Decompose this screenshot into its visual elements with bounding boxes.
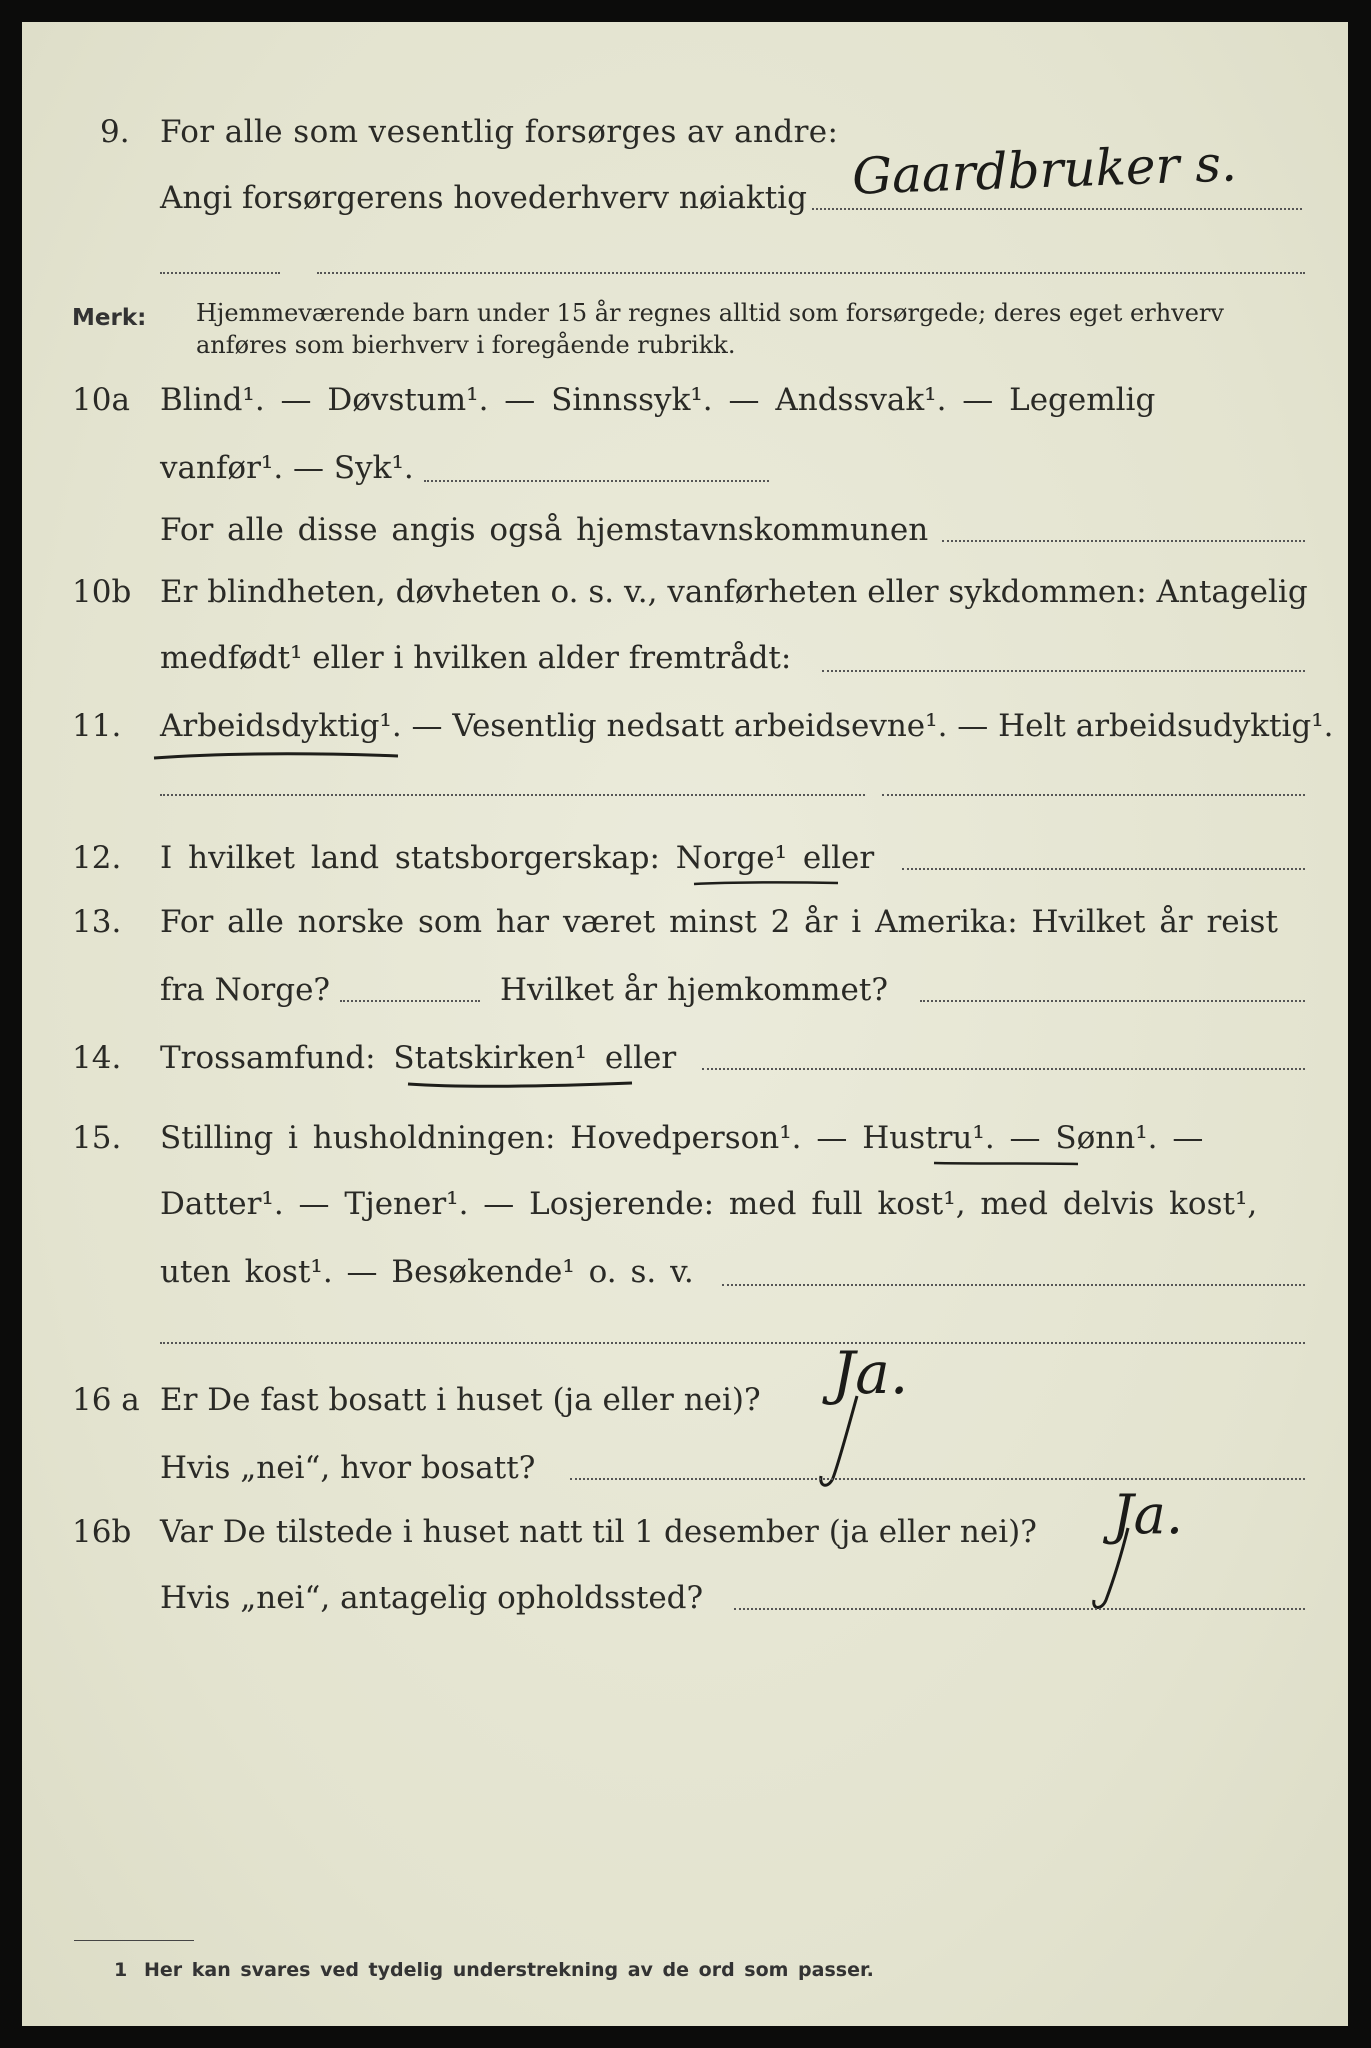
q16b-handwritten-answer: Ja. <box>1112 1483 1184 1546</box>
q15-line2: Datter¹. — Tjener¹. — Losjerende: med full kost¹, med delvis kost¹, <box>160 1186 1258 1222</box>
q11-extra-line-b <box>882 794 1305 796</box>
q16a-line1: Er De fast bosatt i huset (ja eller nei)? <box>160 1382 761 1418</box>
q16b-line2: Hvis „nei“, antagelig opholdssted? <box>160 1580 704 1616</box>
q12-country-line <box>902 868 1305 870</box>
q14-number: 14. <box>72 1040 122 1076</box>
q16a-residence-line <box>570 1478 1305 1480</box>
q10a-line1: Blind¹. — Døvstum¹. — Sinnssyk¹. — Andssvak¹. — Legemlig <box>160 382 1156 418</box>
q16b-whereabouts-line <box>734 1608 1305 1610</box>
q14-line1: Trossamfund: Statskirken¹ eller <box>160 1040 677 1076</box>
q10b-line2: medfødt¹ eller i hvilken alder fremtrådt: <box>160 640 792 676</box>
q9-line1: For alle som vesentlig forsørges av andre: <box>160 114 839 150</box>
q16a-answer-stroke <box>817 1392 877 1492</box>
note-line2: anføres som bierhverv i foregående rubrikk. <box>196 331 736 359</box>
q16a-number: 16 a <box>72 1382 140 1418</box>
q15-extra-line <box>160 1342 1305 1344</box>
q15-line1: Stilling i husholdningen: Hovedperson¹. — Hustru¹. — Sønn¹. — <box>160 1120 1204 1156</box>
q13-line2b: Hvilket år hjemkommet? <box>500 972 888 1008</box>
q16b-answer-stroke <box>1088 1526 1148 1616</box>
q9-extra-line-a <box>160 272 280 274</box>
q16a-line2: Hvis „nei“, hvor bosatt? <box>160 1450 536 1486</box>
note-label: Merk: <box>72 305 147 331</box>
q13-line1: For alle norske som har været minst 2 år i Amerika: Hvilket år reist <box>160 904 1278 940</box>
q10a-line3: For alle disse angis også hjemstavnskommunen <box>160 512 929 548</box>
q9-extra-line-b <box>317 272 1305 274</box>
note-line1: Hjemmeværende barn under 15 år regnes alltid som forsørgede; deres eget erhverv <box>196 299 1224 327</box>
q10a-line2: vanfør¹. — Syk¹. <box>160 450 414 486</box>
q16a-handwritten-answer: Ja. <box>832 1339 909 1407</box>
q13-line2a: fra Norge? <box>160 972 331 1008</box>
q10a-sick-line <box>424 480 769 482</box>
q9-line2: Angi forsørgerens hovederhverv nøiaktig <box>160 180 807 216</box>
q12-line1: I hvilket land statsborgerskap: Norge¹ eller <box>160 840 875 876</box>
q9-number: 9. <box>100 114 130 150</box>
q10a-municipality-line <box>942 540 1305 542</box>
q11-underline-arbeidsdyktig <box>152 746 402 766</box>
footnote-rule <box>74 1940 194 1941</box>
q10b-line1: Er blindheten, døvheten o. s. v., vanførheten eller sykdommen: Antagelig <box>160 574 1308 610</box>
q11-line1: Arbeidsdyktig¹. — Vesentlig nedsatt arbeidsevne¹. — Helt arbeidsudyktig¹. <box>160 708 1334 744</box>
q10a-number: 10a <box>72 382 130 418</box>
q12-underline-norge <box>692 876 842 890</box>
q12-number: 12. <box>72 840 122 876</box>
q11-number: 11. <box>72 708 122 744</box>
q9-answer-line <box>812 208 1302 210</box>
q13-left-year-line <box>340 1000 480 1002</box>
q15-line3: uten kost¹. — Besøkende¹ o. s. v. <box>160 1254 694 1290</box>
q13-number: 13. <box>72 904 122 940</box>
q9-handwritten-answer: Gaardbruker s. <box>851 134 1238 206</box>
q13-return-year-line <box>920 1000 1305 1002</box>
q14-underline-statskirken <box>406 1076 636 1092</box>
q15-underline-hustru <box>932 1156 1082 1170</box>
footnote-mark: 1 <box>114 1959 128 1981</box>
q15-number: 15. <box>72 1120 122 1156</box>
q14-faith-line <box>702 1068 1305 1070</box>
q16b-number: 16b <box>72 1514 132 1550</box>
q11-extra-line-a <box>160 794 865 796</box>
q10b-age-line <box>822 670 1305 672</box>
footnote-text: Her kan svares ved tydelig understrekning av de ord som passer. <box>144 1959 874 1981</box>
census-form-page <box>22 22 1348 2026</box>
q16b-line1: Var De tilstede i huset natt til 1 desember (ja eller nei)? <box>160 1514 1037 1550</box>
q10b-number: 10b <box>72 574 132 610</box>
q15-position-line <box>722 1284 1305 1286</box>
